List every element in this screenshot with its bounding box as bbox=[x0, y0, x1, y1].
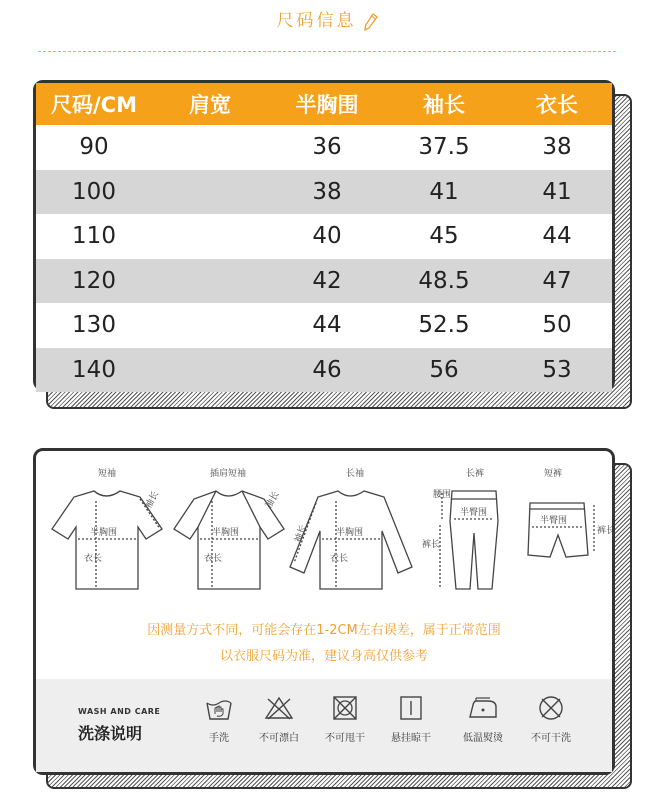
garment-inner-label: 袖长 bbox=[143, 489, 162, 511]
cell-sleeve: 37.5 bbox=[418, 134, 470, 161]
header-length: 衣长 bbox=[536, 93, 578, 117]
cell-shoulder bbox=[152, 214, 268, 259]
table-row bbox=[36, 170, 612, 215]
care-item bbox=[376, 695, 446, 744]
care-label: 不可甩干 bbox=[325, 733, 365, 744]
no-bleach-icon bbox=[264, 695, 294, 721]
page-title: 尺码信息 bbox=[276, 11, 357, 31]
care-label: 不可干洗 bbox=[531, 733, 571, 744]
care-item bbox=[516, 695, 586, 744]
low-iron-icon bbox=[466, 695, 500, 721]
cell-size: 100 bbox=[72, 178, 116, 205]
size-table-card bbox=[33, 80, 615, 391]
shorts-diagram bbox=[528, 467, 615, 557]
cell-sleeve: 45 bbox=[429, 223, 459, 250]
hang-dry-icon bbox=[396, 695, 426, 721]
garment-inner-label: 半胸围 bbox=[90, 528, 118, 538]
measurement-card bbox=[33, 448, 615, 775]
cell-length: 44 bbox=[542, 223, 572, 250]
garment-inner-label: 袖长 bbox=[293, 523, 309, 545]
care-title-cn: 洗涤说明 bbox=[78, 724, 143, 743]
cell-length: 47 bbox=[542, 267, 572, 294]
no-spin-dry-icon bbox=[330, 695, 360, 721]
table-row bbox=[36, 125, 612, 170]
cell-sleeve: 52.5 bbox=[418, 312, 470, 339]
garment-inner-label: 裤长 bbox=[597, 526, 616, 536]
cell-sleeve: 56 bbox=[429, 356, 459, 383]
cell-size: 110 bbox=[72, 223, 116, 250]
cell-sleeve: 41 bbox=[429, 178, 459, 205]
cell-length: 53 bbox=[542, 356, 572, 383]
header-divider bbox=[38, 51, 616, 52]
garment-diagrams bbox=[36, 451, 616, 611]
table-row bbox=[36, 348, 612, 393]
cell-shoulder bbox=[152, 348, 268, 393]
long-sleeve-diagram bbox=[290, 467, 412, 589]
care-item bbox=[310, 695, 380, 744]
header-size: 尺码/CM bbox=[51, 93, 137, 117]
garment-name: 短袖 bbox=[98, 469, 117, 479]
garment-inner-label: 衣长 bbox=[84, 554, 103, 564]
cell-shoulder bbox=[152, 259, 268, 304]
short-sleeve-diagram bbox=[52, 467, 162, 589]
garment-name: 插肩短袖 bbox=[210, 469, 247, 479]
cell-shoulder bbox=[152, 303, 268, 348]
garment-name: 短裤 bbox=[544, 469, 563, 479]
header-sleeve: 袖长 bbox=[423, 93, 465, 117]
care-label: 悬挂晾干 bbox=[391, 733, 431, 744]
care-title-en: WASH AND CARE bbox=[78, 707, 161, 716]
pencil-icon bbox=[364, 13, 378, 31]
cell-shoulder bbox=[152, 125, 268, 170]
garment-inner-label: 半臀围 bbox=[460, 508, 488, 518]
garment-inner-label: 袖长 bbox=[263, 489, 282, 511]
cell-chest: 40 bbox=[312, 223, 342, 250]
care-item bbox=[244, 695, 314, 744]
wash-care-section bbox=[36, 679, 612, 772]
garment-inner-label: 腰围 bbox=[433, 490, 452, 500]
cell-sleeve: 48.5 bbox=[418, 267, 470, 294]
header-shoulder: 肩宽 bbox=[189, 93, 231, 117]
cell-size: 90 bbox=[79, 134, 109, 161]
cell-size: 120 bbox=[72, 267, 116, 294]
cell-chest: 44 bbox=[312, 312, 342, 339]
raglan-sleeve-diagram bbox=[174, 467, 284, 589]
garment-inner-label: 裤长 bbox=[422, 540, 441, 550]
cell-chest: 38 bbox=[312, 178, 342, 205]
measurement-note-1: 因测量方式不同，可能会存在1-2CM左右误差，属于正常范围 bbox=[147, 623, 501, 638]
hand-wash-icon bbox=[204, 695, 234, 721]
garment-inner-label: 衣长 bbox=[204, 554, 223, 564]
garment-name: 长袖 bbox=[346, 469, 365, 479]
header-chest: 半胸围 bbox=[295, 93, 359, 117]
care-label: 手洗 bbox=[209, 733, 229, 744]
cell-length: 50 bbox=[542, 312, 572, 339]
cell-shoulder bbox=[152, 170, 268, 215]
garment-inner-label: 衣长 bbox=[330, 554, 349, 564]
size-table-header bbox=[36, 83, 612, 125]
care-label: 不可漂白 bbox=[259, 733, 299, 744]
garment-inner-label: 半臀围 bbox=[540, 516, 568, 526]
cell-length: 41 bbox=[542, 178, 572, 205]
no-tumble-dry-icon bbox=[536, 695, 566, 721]
cell-chest: 46 bbox=[312, 356, 342, 383]
table-row bbox=[36, 259, 612, 304]
care-label: 低温熨烫 bbox=[463, 733, 503, 744]
page-header bbox=[0, 6, 654, 31]
table-row bbox=[36, 214, 612, 259]
cell-size: 130 bbox=[72, 312, 116, 339]
garment-name: 长裤 bbox=[466, 469, 485, 479]
garment-inner-label: 半胸围 bbox=[212, 528, 240, 538]
cell-chest: 42 bbox=[312, 267, 342, 294]
cell-chest: 36 bbox=[312, 134, 342, 161]
care-item bbox=[448, 695, 518, 744]
cell-size: 140 bbox=[72, 356, 116, 383]
garment-inner-label: 半胸围 bbox=[336, 528, 364, 538]
measurement-note-2: 以衣服尺码为准，建议身高仅供参考 bbox=[219, 649, 428, 664]
cell-length: 38 bbox=[542, 134, 572, 161]
long-pants-diagram bbox=[422, 467, 498, 589]
table-row bbox=[36, 303, 612, 348]
size-table bbox=[36, 83, 612, 392]
